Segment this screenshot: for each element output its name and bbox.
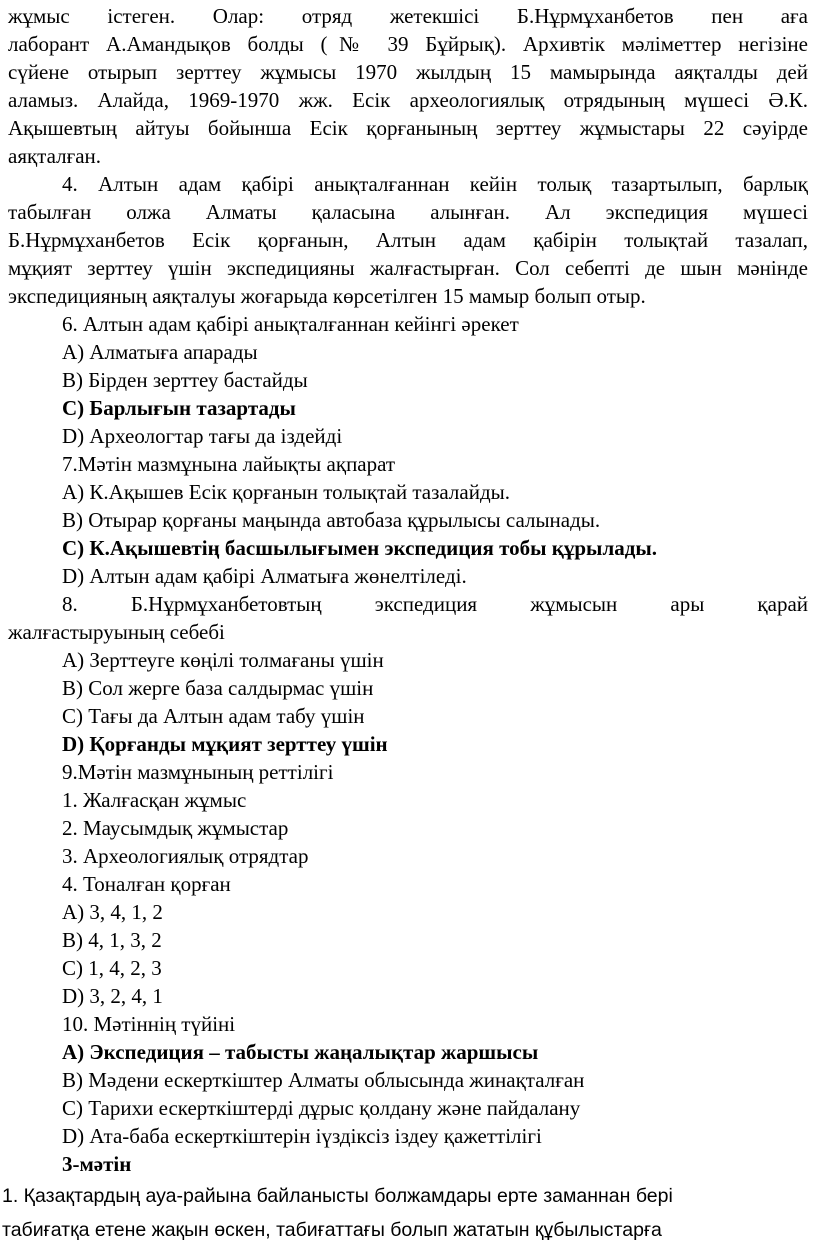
sequence-item: 2. Маусымдық жұмыстар [62,816,289,840]
answer-option: С) 1, 4, 2, 3 [62,956,162,980]
answer-option: А) Алматыға апарады [62,340,258,364]
answer-option: А) Зерттеуге көңілі толмағаны үшін [62,648,384,672]
answer-option: D) Алтын адам қабірі Алматыға жөнелтіледі. [62,564,467,588]
text-line: жұмыс істеген. Олар: отряд жетекшісі Б.Нұрмұханбетов пен аға [8,4,808,28]
text-line: 1. Қазақтардың ауа-райына байланысты болжамдары ерте заманнан бері [2,1185,673,1207]
answer-option: С) Тағы да Алтын адам табу үшін [62,704,365,728]
sequence-item: 4. Тоналған қорған [62,872,231,896]
sequence-item: 1. Жалғасқан жұмыс [62,788,247,812]
correct-answer-option: D) Қорғанды мұқият зерттеу үшін [62,732,388,756]
question-text: 10. Мәтіннің түйіні [62,1012,236,1036]
text-line: табиғатқа етене жақын өскен, табиғаттағы болып жататын құбылыстарға [2,1219,662,1241]
text-line: 4. Алтын адам қабірі анықталғаннан кейін толық тазартылып, барлық [62,172,808,196]
text-line: сүйене отырып зерттеу жұмысы 1970 жылдың 15 мамырында аяқталды дей [8,60,808,84]
section-heading: 3-мәтін [62,1152,132,1176]
answer-option: В) Бірден зерттеу бастайды [62,368,308,392]
answer-option: В) 4, 1, 3, 2 [62,928,162,952]
answer-option: D) Археологтар тағы да іздейді [62,424,343,448]
text-line: Б.Нұрмұханбетов Есік қорғанын, Алтын адам қабірін толықтай тазалап, [8,228,808,252]
text-line: аламыз. Алайда, 1969-1970 жж. Есік археологиялық отрядының мүшесі Ә.К. [8,88,808,112]
answer-option: В) Отырар қорғаны маңында автобаза құрылысы салынады. [62,508,601,532]
question-text: 7.Мәтін мазмұнына лайықты ақпарат [62,452,396,476]
question-text: 9.Мәтін мазмұнының реттілігі [62,760,334,784]
sequence-item: 3. Археологиялық отрядтар [62,844,309,868]
answer-option: В) Мәдени ескерткіштер Алматы облысында жинақталған [62,1068,585,1092]
text-line: Ақышевтың айтуы бойынша Есік қорғанының зерттеу жұмыстары 22 сәуірде [8,116,808,140]
correct-answer-option: А) Экспедиция – табысты жаңалықтар жаршысы [62,1040,539,1064]
question-text: 6. Алтын адам қабірі анықталғаннан кейінгі әрекет [62,312,519,336]
correct-answer-option: С) Барлығын тазартады [62,396,296,420]
text-line: мұқият зерттеу үшін экспедицияны жалғастырған. Сол себепті де шын мәнінде [8,256,808,280]
answer-option: В) Сол жерге база салдырмас үшін [62,676,374,700]
answer-option: А) К.Ақышев Есік қорғанын толықтай тазалайды. [62,480,511,504]
answer-option: D) 3, 2, 4, 1 [62,984,163,1008]
question-text: 8. Б.Нұрмұханбетовтың экспедиция жұмысын ары қарай [62,592,808,616]
answer-option: А) 3, 4, 1, 2 [62,900,163,924]
question-text: жалғастыруының себебі [8,620,225,644]
correct-answer-option: С) К.Ақышевтің басшылығымен экспедиция тобы құрылады. [62,536,658,560]
answer-option: D) Ата-баба ескерткіштерін іүздіксіз іздеу қажеттілігі [62,1124,542,1148]
text-line: экспедицияның аяқталуы жоғарыда көрсетілген 15 мамыр болып отыр. [8,284,646,308]
text-line: лаборант А.Амандықов болды (№ 39 Бұйрық). Архивтік мәліметтер негізіне [8,32,808,56]
text-line: табылған олжа Алматы қаласына алынған. Ал экспедиция мүшесі [8,200,808,224]
text-line: аяқталған. [8,144,102,168]
answer-option: С) Тарихи ескерткіштерді дұрыс қолдану және пайдалану [62,1096,581,1120]
